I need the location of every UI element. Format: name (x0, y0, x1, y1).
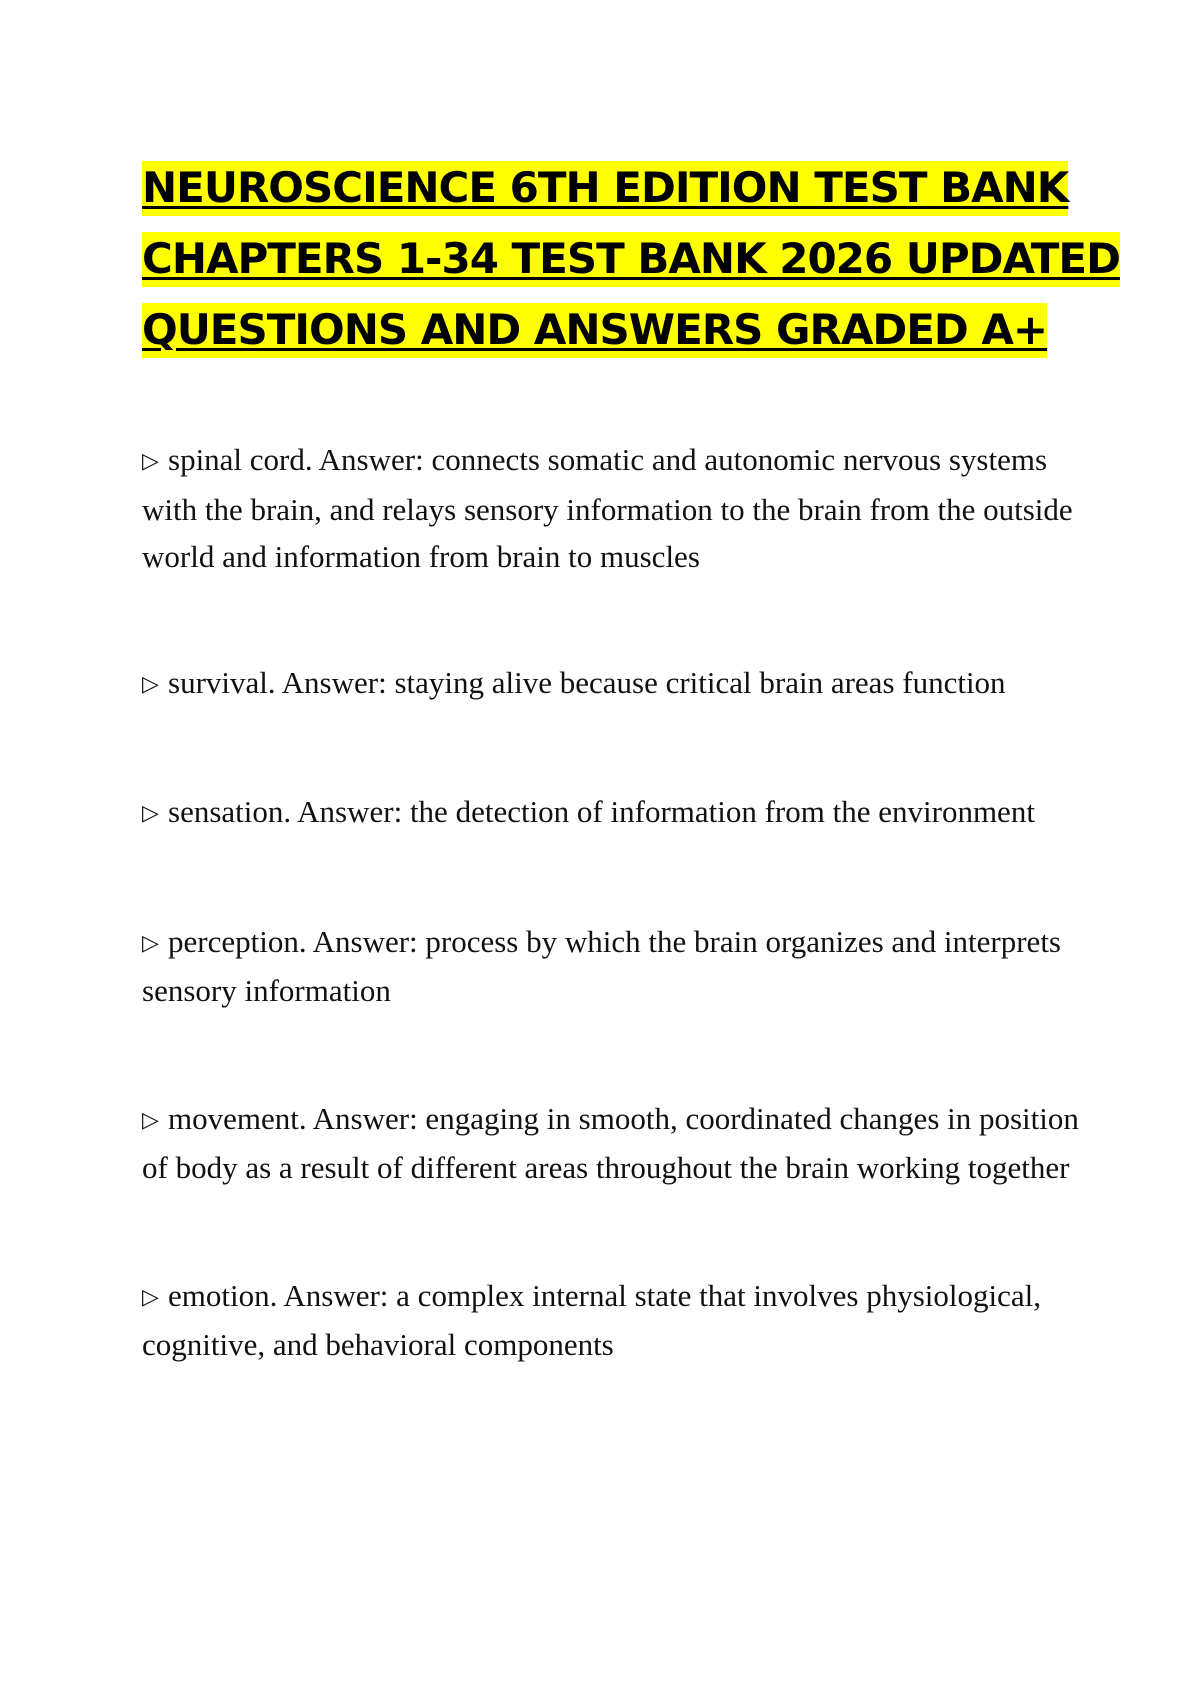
title-line-3: QUESTIONS AND ANSWERS GRADED A+ (142, 303, 1047, 358)
bullet-icon: ▷ (142, 1107, 159, 1133)
list-item (142, 659, 1082, 709)
item-text: emotion. Answer: a complex internal state that involves physiological, cognitive, and behavioral components (142, 1277, 1041, 1362)
item-text: movement. Answer: engaging in smooth, coordinated changes in position of body as a result of different areas throughout the brain working together (142, 1100, 1079, 1185)
list-item (142, 1095, 1082, 1192)
list-item (142, 436, 1082, 581)
bullet-icon: ▷ (142, 671, 159, 697)
bullet-icon: ▷ (142, 449, 159, 474)
list-item (142, 788, 1082, 838)
item-text: survival. Answer: staying alive because critical brain areas function (168, 664, 1006, 700)
title-line-1: NEUROSCIENCE 6TH EDITION TEST BANK (142, 161, 1068, 216)
item-text: sensation. Answer: the detection of information from the environment (168, 794, 1035, 829)
bullet-icon: ▷ (142, 930, 159, 956)
bullet-icon: ▷ (142, 1284, 159, 1310)
document-title (142, 152, 1120, 365)
title-line-2: CHAPTERS 1-34 TEST BANK 2026 UPDATED (142, 232, 1120, 287)
question-answer-list (142, 436, 1082, 1447)
item-text: perception. Answer: process by which the brain organizes and interprets sensory information (142, 923, 1061, 1008)
list-item (142, 918, 1082, 1015)
list-item (142, 1272, 1082, 1369)
item-text: spinal cord. Answer: connects somatic and autonomic nervous systems with the brain, and relays sensory information to the brain from the outside world and information from brain to muscles (142, 442, 1073, 574)
bullet-icon: ▷ (142, 801, 159, 826)
